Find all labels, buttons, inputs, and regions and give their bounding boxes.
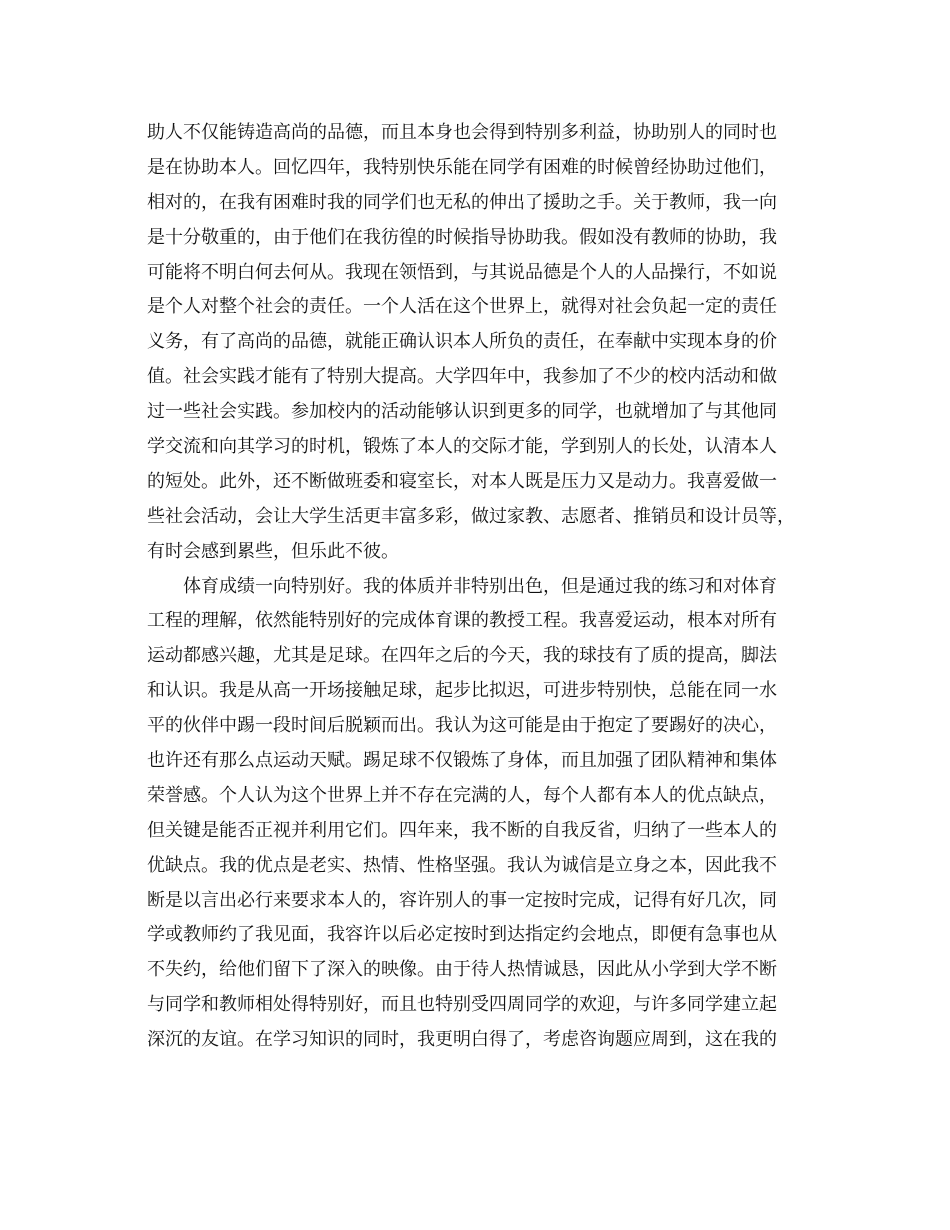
text-line: 运动都感兴趣，尤其是足球。在四年之后的今天，我的球技有了质的提高，脚法 bbox=[147, 645, 777, 667]
text-line: 助人不仅能铸造高尚的品德，而且本身也会得到特别多利益，协助别人的同时也 bbox=[147, 122, 777, 143]
text-line: 断是以言出必行来要求本人的，容许别人的事一定按时完成，记得有好几次，同 bbox=[147, 889, 777, 911]
text-line: 学交流和向其学习的时机，锻炼了本人的交际才能，学到别人的长处，认清本人 bbox=[147, 436, 777, 458]
paragraph-2 bbox=[147, 570, 802, 1058]
text-line: 与同学和教师相处得特别好，而且也特别受四周同学的欢迎，与许多同学建立起 bbox=[147, 994, 777, 1016]
text-line: 学或教师约了我见面，我容许以后必定按时到达指定约会地点，即便有急事也从 bbox=[147, 924, 777, 946]
text-line: 过一些社会实践。参加校内的活动能够认识到更多的同学，也就增加了与其他同 bbox=[147, 401, 777, 423]
paragraph-1 bbox=[147, 116, 802, 570]
text-line: 不失约，给他们留下了深入的映像。由于待人热情诚恳，因此从小学到大学不断 bbox=[147, 959, 777, 981]
text-line: 些社会活动，会让大学生活更丰富多彩，做过家教、志愿者、推销员和设计员等， bbox=[147, 505, 795, 527]
text-line: 深沉的友谊。在学习知识的同时，我更明白得了，考虑咨询题应周到，这在我的 bbox=[147, 1029, 777, 1051]
text-line: 是十分敬重的，由于他们在我彷徨的时候指导协助我。假如没有教师的协助，我 bbox=[147, 226, 777, 248]
text-line: 是在协助本人。回忆四年，我特别快乐能在同学有困难的时候曾经协助过他们， bbox=[147, 156, 777, 178]
text-line: 有时会感到累些，但乐此不彼。 bbox=[147, 540, 399, 562]
text-line: 但关键是能否正视并利用它们。四年来，我不断的自我反省，归纳了一些本人的 bbox=[147, 819, 777, 841]
text-line: 是个人对整个社会的责任。一个人活在这个世界上，就得对社会负起一定的责任 bbox=[147, 296, 777, 318]
text-line: 工程的理解，依然能特别好的完成体育课的教授工程。我喜爱运动，根本对所有 bbox=[147, 610, 777, 632]
text-line: 的短处。此外，还不断做班委和寝室长，对本人既是压力又是动力。我喜爱做一 bbox=[147, 470, 777, 492]
text-line: 义务，有了高尚的品德，就能正确认识本人所负的责任，在奉献中实现本身的价 bbox=[147, 331, 777, 353]
text-line: 值。社会实践才能有了特别大提高。大学四年中，我参加了不少的校内活动和做 bbox=[147, 366, 777, 388]
text-line: 也许还有那么点运动天赋。踢足球不仅锻炼了身体，而且加强了团队精神和集体 bbox=[147, 750, 777, 772]
text-line: 平的伙伴中踢一段时间后脱颖而出。我认为这可能是由于抱定了要踢好的决心， bbox=[147, 715, 777, 737]
text-line: 优缺点。我的优点是老实、热情、性格坚强。我认为诚信是立身之本，因此我不 bbox=[147, 854, 777, 876]
text-line: 和认识。我是从高一开场接触足球，起步比拟迟，可进步特别快，总能在同一水 bbox=[147, 680, 777, 702]
body-text bbox=[147, 116, 802, 1058]
text-line: 荣誉感。个人认为这个世界上并不存在完满的人，每个人都有本人的优点缺点， bbox=[147, 784, 777, 806]
text-line: 体育成绩一向特别好。我的体质并非特别出色，但是通过我的练习和对体育 bbox=[183, 575, 777, 597]
text-line: 可能将不明白何去何从。我现在领悟到，与其说品德是个人的人品操行，不如说 bbox=[147, 261, 777, 283]
text-line: 相对的，在我有困难时我的同学们也无私的伸出了援助之手。关于教师，我一向 bbox=[147, 191, 777, 213]
